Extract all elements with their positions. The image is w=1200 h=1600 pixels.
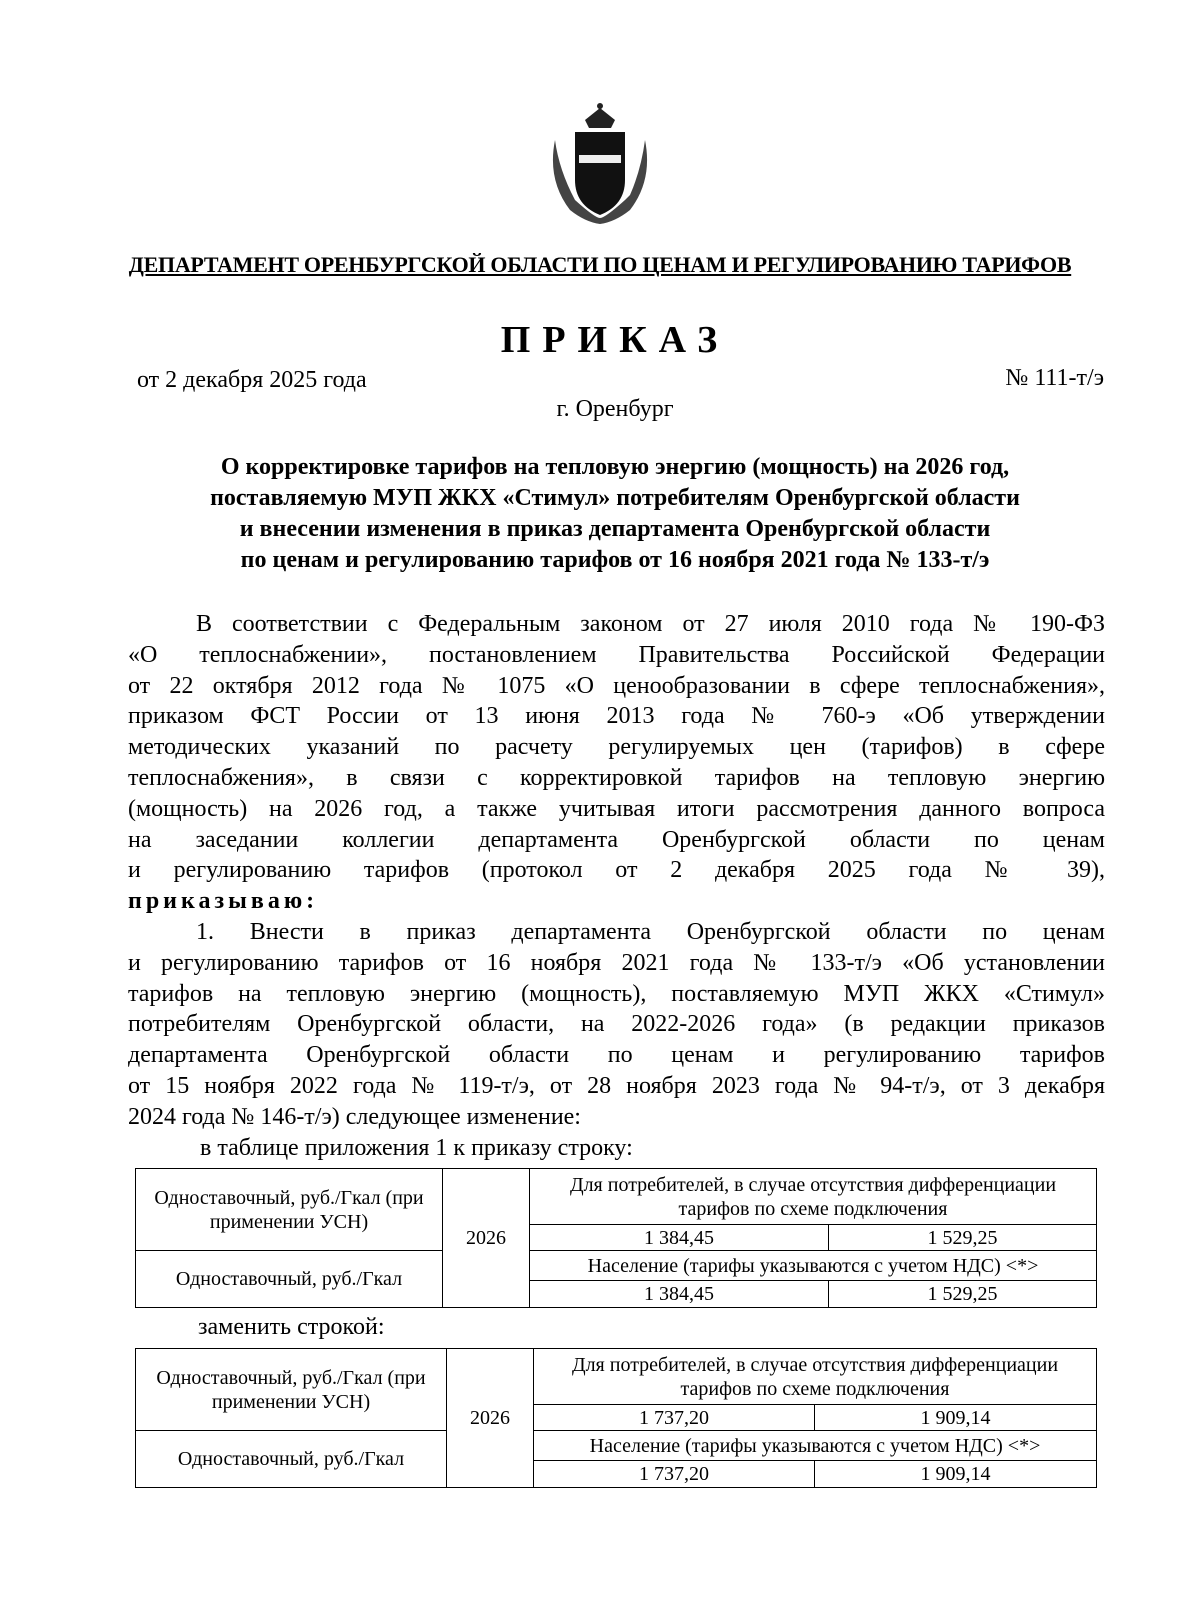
body-line: от 22 октября 2012 года № 1075 «О ценообразовании в сфере теплоснабжения», — [128, 672, 1105, 699]
row-label: Одноставочный, руб./Гкал (при применении УСН) — [136, 1169, 443, 1251]
body-line: 1. Внести в приказ департамента Оренбургской области по ценам — [196, 918, 1105, 945]
order-date: от 2 декабря 2025 года — [137, 367, 367, 393]
body-line: от 15 ноября 2022 года № 119-т/э, от 28 ноября 2023 года № 94-т/э, от 3 декабря — [128, 1072, 1105, 1099]
row-label: Одноставочный, руб./Гкал (при применении УСН) — [136, 1349, 447, 1431]
year-cell: 2026 — [443, 1169, 530, 1308]
value-cell: 1 384,45 — [530, 1281, 829, 1308]
row-label: Одноставочный, руб./Гкал — [136, 1251, 443, 1308]
title-line: и внесении изменения в приказ департамента Оренбургской области — [239, 516, 991, 542]
header-cell: Для потребителей, в случае отсутствия дифференциации тарифов по схеме подключения — [530, 1169, 1097, 1225]
order-city: г. Оренбург — [556, 396, 674, 422]
old-tariff-table — [135, 1168, 1097, 1308]
document-type: ПРИКАЗ — [500, 319, 730, 361]
body-line: (мощность) на 2026 год, а также учитывая итоги рассмотрения данного вопроса — [128, 795, 1105, 822]
body-line: тарифов на тепловую энергию (мощность), поставляемую МУП ЖКХ «Стимул» — [128, 980, 1105, 1007]
table-intro: в таблице приложения 1 к приказу строку: — [200, 1134, 633, 1161]
body-line: и регулированию тарифов от 16 ноября 2021 года № 133-т/э «Об установлении — [128, 949, 1105, 976]
body-line: методических указаний по расчету регулируемых цен (тарифов) в сфере — [128, 734, 1105, 761]
header-cell: Население (тарифы указываются с учетом НДС) <*> — [530, 1251, 1097, 1281]
order-body — [128, 609, 1105, 1163]
body-line: В соответствии с Федеральным законом от 27 июля 2010 года № 190-ФЗ — [196, 611, 1105, 637]
title-line: О корректировке тарифов на тепловую энергию (мощность) на 2026 год, — [220, 454, 1010, 480]
coat-of-arms-emblem — [545, 100, 655, 230]
value-cell: 1 529,25 — [829, 1225, 1097, 1251]
new-tariff-table — [135, 1348, 1097, 1488]
body-line: «О теплоснабжении», постановлением Правительства Российской Федерации — [128, 641, 1105, 668]
value-cell: 1 529,25 — [829, 1281, 1097, 1308]
value-cell: 1 384,45 — [530, 1225, 829, 1251]
header-cell: Население (тарифы указываются с учетом НДС) <*> — [534, 1431, 1097, 1461]
order-word: приказываю: — [128, 888, 319, 915]
title-line: по ценам и регулированию тарифов от 16 ноября 2021 года № 133-т/э — [240, 547, 990, 573]
order-title — [0, 452, 1200, 576]
header-cell: Для потребителей, в случае отсутствия дифференциации тарифов по схеме подключения — [534, 1349, 1097, 1405]
order-number: № 111-т/э — [1005, 365, 1104, 391]
value-cell: 1 909,14 — [815, 1405, 1097, 1431]
body-line: департамента Оренбургской области по ценам и регулированию тарифов — [128, 1042, 1105, 1069]
body-line: приказом ФСТ России от 13 июня 2013 года № 760-э «Об утверждении — [128, 703, 1105, 730]
replace-label: заменить строкой: — [198, 1314, 385, 1340]
value-cell: 1 909,14 — [815, 1461, 1097, 1488]
body-line: 2024 года № 146-т/э) следующее изменение: — [128, 1103, 581, 1130]
body-line: потребителям Оренбургской области, на 2022-2026 года» (в редакции приказов — [128, 1011, 1105, 1038]
value-cell: 1 737,20 — [534, 1461, 815, 1488]
department-name: ДЕПАРТАМЕНТ ОРЕНБУРГСКОЙ ОБЛАСТИ ПО ЦЕНАМ И РЕГУЛИРОВАНИЮ ТАРИФОВ — [128, 252, 1072, 277]
row-label: Одноставочный, руб./Гкал — [136, 1431, 447, 1488]
body-line: теплоснабжения», в связи с корректировкой тарифов на тепловую энергию — [128, 764, 1105, 791]
body-line: на заседании коллегии департамента Оренбургской области по ценам — [128, 826, 1105, 853]
value-cell: 1 737,20 — [534, 1405, 815, 1431]
year-cell: 2026 — [447, 1349, 534, 1488]
body-line: и регулированию тарифов (протокол от 2 декабря 2025 года № 39), — [128, 857, 1105, 884]
title-line: поставляемую МУП ЖКХ «Стимул» потребителям Оренбургской области — [210, 485, 1020, 511]
